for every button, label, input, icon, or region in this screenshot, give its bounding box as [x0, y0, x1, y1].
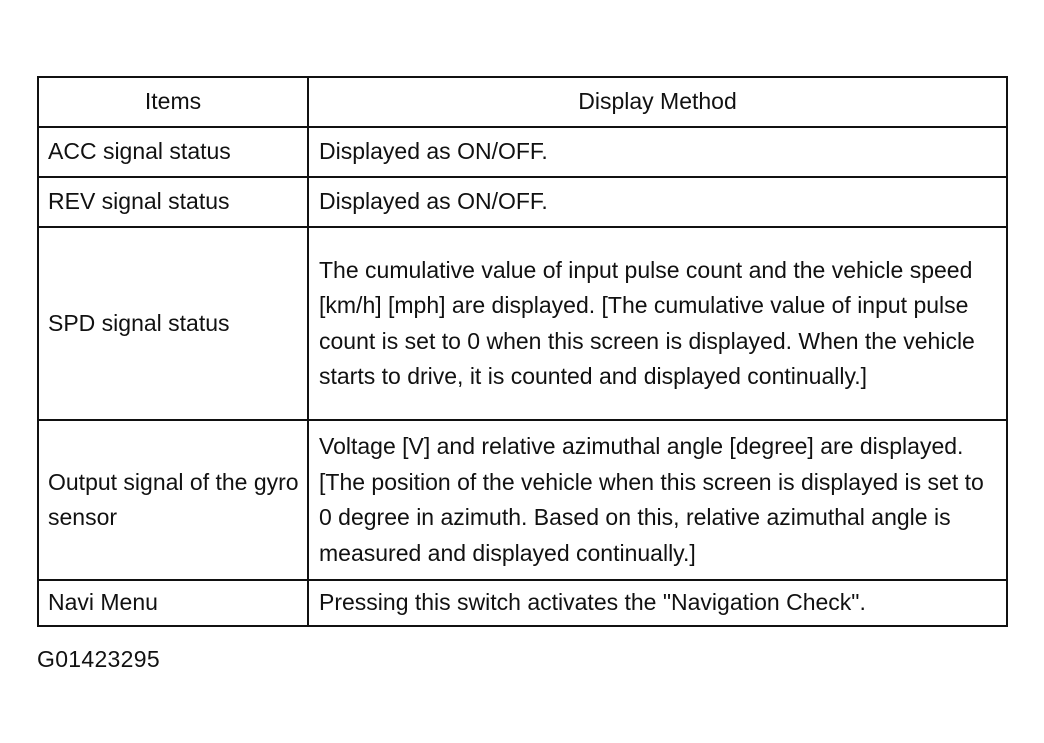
table-row	[38, 127, 1007, 177]
row-method-spd: The cumulative value of input pulse count and the vehicle speed [km/h] [mph] are displayed. [The cumulative value of input pulse count is set to 0 when this screen is displayed. When the vehicle starts to drive, it is counted and displayed continually.]	[308, 227, 1007, 420]
table-row	[38, 580, 1007, 626]
figure-id: G01423295	[37, 646, 160, 672]
table-row	[38, 420, 1007, 580]
row-method-acc: Displayed as ON/OFF.	[308, 127, 1007, 177]
row-item-acc: ACC signal status	[38, 127, 308, 177]
row-item-gyro: Output signal of the gyro sensor	[38, 420, 308, 580]
header-display-method: Display Method	[308, 77, 1007, 127]
display-method-table	[37, 76, 1008, 627]
row-method-rev: Displayed as ON/OFF.	[308, 177, 1007, 227]
row-item-navi: Navi Menu	[38, 580, 308, 626]
table-row	[38, 227, 1007, 420]
row-item-spd: SPD signal status	[38, 227, 308, 420]
table-row	[38, 177, 1007, 227]
row-method-gyro: Voltage [V] and relative azimuthal angle [degree] are displayed. [The position of the vehicle when this screen is displayed is set to 0 degree in azimuth. Based on this, relative azimuthal angle is measured and displayed continually.]	[308, 420, 1007, 580]
row-item-rev: REV signal status	[38, 177, 308, 227]
row-method-navi: Pressing this switch activates the "Navigation Check".	[308, 580, 1007, 626]
table-header-row	[38, 77, 1007, 127]
header-items: Items	[38, 77, 308, 127]
